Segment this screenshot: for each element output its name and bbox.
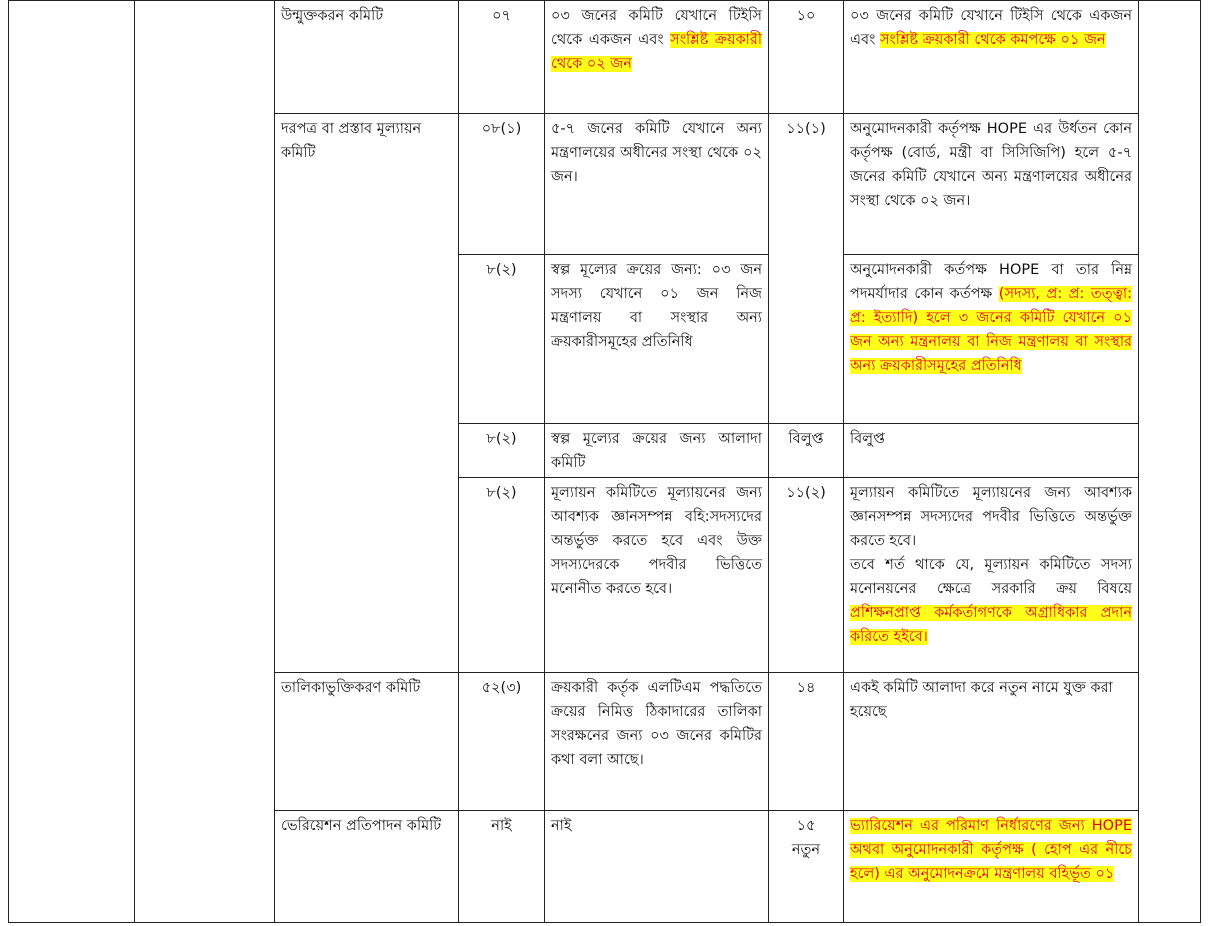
- committee-name: ভেরিয়েশন প্রতিপাদন কমিটি: [275, 811, 459, 923]
- new-clause-note: নতুন: [791, 842, 821, 858]
- committee-name: দরপত্র বা প্রস্তাব মূল্যায়ন কমিটি: [275, 114, 459, 673]
- new-text: বিলুপ্ত: [844, 424, 1139, 478]
- new-text: একই কমিটি আলাদা করে নতুন নামে যুক্ত করা হয়েছে: [844, 673, 1139, 811]
- highlighted-text: (সদস্য, প্র: প্র: তত্ত্বা: প্র: ইত্যাদি) হলে ৩ জনের কমিটি যেখানে ০১ জন অন্য মন্ত্রনালয় বা নিজ মন্ত্রণালয় বা সংস্থার অন্য ক্রয়কারীসমূহের প্রতিনিধি: [850, 286, 1133, 374]
- new-text-para-1: মূল্যায়ন কমিটিতে মূল্যায়নের জন্য আবশ্যক জ্ঞানসম্পন্ন সদস্যদের পদবীর ভিত্তিতে অন্তর্ভুক্ত করতে হবে।: [850, 485, 1132, 549]
- highlighted-text: প্রশিক্ষনপ্রাপ্ত কর্মকর্তাগণকে অগ্রাধিকার প্রদান করিতে হইবে।: [850, 605, 1132, 645]
- old-clause: ০৮(১): [459, 114, 545, 255]
- highlighted-text: ভ্যারিয়েশন এর পরিমাণ নির্ধারণের জন্য HOPE অথবা অনুমোদনকারী কর্তৃপক্ষ ( হোপ এর নীচে হলে) এর অনুমোদনক্রমে মন্ত্রণালয় বহির্ভূত ০১: [850, 818, 1132, 882]
- committee-name: তালিকাভুক্তিকরণ কমিটি: [275, 673, 459, 811]
- new-text: ০৩ জনের কমিটি যেখানে টিইসি থেকে একজন এবং সংশ্লিষ্ট ক্রয়কারী থেকে কমপক্ষে ০১ জন: [844, 1, 1139, 114]
- new-text-para-2: তবে শর্ত থাকে যে, মূল্যায়ন কমিটিতে সদস্য মনোনয়নের ক্ষেত্রে সরকারি ক্রয় বিষয়ে: [850, 557, 1132, 597]
- new-text: অনুমোদনকারী কর্তৃপক্ষ HOPE এর উর্ধতন কোন কর্তৃপক্ষ (বোর্ড, মন্ত্রী বা সিসিজিপি) হলে ৫-৭ জনের কমিটি যেখানে অন্য মন্ত্রণালয়ের অধীনের সংস্থা থেকে ০২ জন।: [844, 114, 1139, 255]
- old-text: ০৩ জনের কমিটি যেখানে টিইসি থেকে একজন এবং সংশ্লিষ্ট ক্রয়কারী থেকে ০২ জন: [545, 1, 769, 114]
- old-clause: ৮(২): [459, 424, 545, 478]
- old-text: মূল্যায়ন কমিটিতে মূল্যায়নের জন্য আবশ্যক জ্ঞানসম্পন্ন বহি:সদস্যদের অন্তর্ভুক্ত করতে হবে এবং উক্ত সদস্যদেরকে পদবীর ভিত্তিতে মনোনীত করতে হবে।: [545, 478, 769, 673]
- category-cell: [135, 1, 275, 923]
- old-clause: ৮(২): [459, 478, 545, 673]
- new-text: অনুমোদনকারী কর্তপক্ষ HOPE বা তার নিম্ন পদমর্যাদার কোন কর্তপক্ষ (সদস্য, প্র: প্র: তত্ত্বা: প্র: ইত্যাদি) হলে ৩ জনের কমিটি যেখানে ০১ জন অন্য মন্ত্রনালয় বা নিজ মন্ত্রণালয় বা সংস্থার অন্য ক্রয়কারীসমূহের প্রতিনিধি: [844, 255, 1139, 424]
- table-row: [9, 1, 1201, 114]
- new-clause: বিলুপ্ত: [769, 424, 844, 478]
- new-clause: ১৫ নতুন: [769, 811, 844, 923]
- old-clause: নাই: [459, 811, 545, 923]
- new-clause: ১০: [769, 1, 844, 114]
- committee-name: উন্মুক্তকরন কমিটি: [275, 1, 459, 114]
- comparison-table: [8, 0, 1201, 923]
- old-clause: ৫২(৩): [459, 673, 545, 811]
- highlighted-text: সংশ্লিষ্ট ক্রয়কারী থেকে ০২ জন: [551, 32, 763, 72]
- old-text: ক্রয়কারী কর্তৃক এলটিএম পদ্ধতিতে ক্রয়ের নিমিত্ত ঠিকাদারের তালিকা সংরক্ষনের জন্য ০৩ জনের কমিটির কথা বলা আছে।: [545, 673, 769, 811]
- serial-cell: [9, 1, 135, 923]
- new-text: [844, 478, 1139, 673]
- remarks-cell: [1139, 1, 1201, 923]
- new-clause: ১১(১): [769, 114, 844, 424]
- old-text: স্বল্প মূল্যের ক্রয়ের জন্য: ০৩ জন সদস্য যেখানে ০১ জন নিজ মন্ত্রণালয় বা সংস্থার অন্য ক্রয়কারীসমূহের প্রতিনিধি: [545, 255, 769, 424]
- new-text: [844, 811, 1139, 923]
- old-clause: ৮(২): [459, 255, 545, 424]
- new-clause: ১১(২): [769, 478, 844, 673]
- new-clause: ১৪: [769, 673, 844, 811]
- old-text: নাই: [545, 811, 769, 923]
- highlighted-text: সংশ্লিষ্ট ক্রয়কারী থেকে কমপক্ষে ০১ জন: [879, 32, 1106, 48]
- old-clause: ০৭: [459, 1, 545, 114]
- old-text: ৫-৭ জনের কমিটি যেখানে অন্য মন্ত্রণালয়ের অধীনের সংস্থা থেকে ০২ জন।: [545, 114, 769, 255]
- old-text: স্বল্প মূল্যের ক্রয়ের জন্য আলাদা কমিটি: [545, 424, 769, 478]
